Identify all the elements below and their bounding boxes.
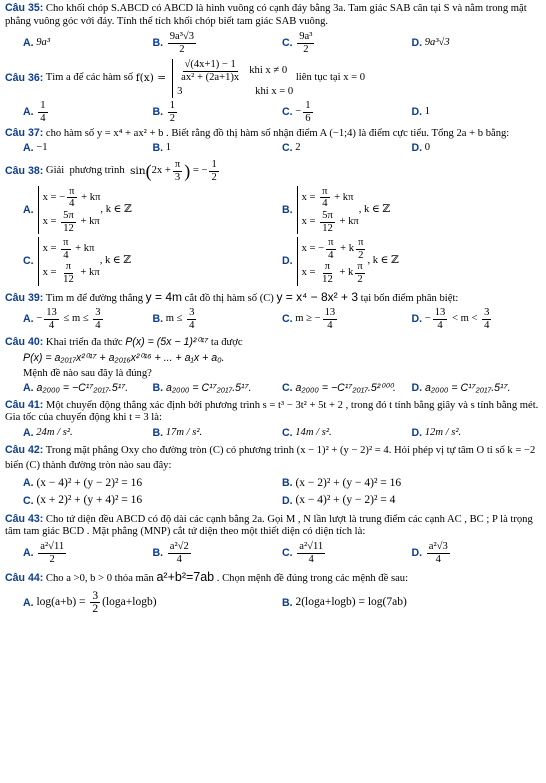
option-d[interactable]: D. a₂₀₀₀ = C¹⁷₂₀₁₇.5¹⁷. <box>411 382 511 395</box>
options-38-ab <box>23 186 541 235</box>
option-d[interactable]: D. 12m / s². <box>411 426 462 439</box>
question-35 <box>5 2 541 28</box>
question-number: Câu 36: <box>5 72 44 85</box>
question-number: Câu 39: <box>5 291 44 304</box>
option-a[interactable]: A. 9a³ <box>23 36 51 49</box>
option-b[interactable]: B. $\frac{\text{9a³√3}}{2}$ <box>152 31 195 55</box>
option-a[interactable]: A. (x − 4)² + (y − 2)² = 16 <box>23 476 143 490</box>
option-a[interactable]: A. a₂₀₀₀ = −C¹⁷₂₀₁₇.5¹⁷. <box>23 382 129 395</box>
option-d[interactable]: D. x = − $\frac{\pi}{4}$ + k $\frac{\pi}{2}$ x = $\frac{\pi}{12}$ + k $\frac{\pi}{2}$ , k ∈ ℤ <box>282 237 399 286</box>
piecewise-function: $\frac{√(4x+1) - 1}{\text{ax² + (2a+1)x}}$ khi x ≠ 0 3 khi x = 0 <box>172 59 293 98</box>
option-b[interactable]: B. $\frac{1}{2}$ <box>152 100 176 124</box>
option-a[interactable]: A. $\frac{\text{a²√11}}{2}$ <box>23 540 65 565</box>
question-number: Câu 40: <box>5 335 44 348</box>
question-37: Câu 37: cho hàm số y = x⁴ + ax² + b . Biết rằng đồ thị hàm số nhận điểm A (−1;4) là điểm cực tiểu. Tổng 2a + b bằng: <box>5 127 510 140</box>
options-35 <box>23 31 541 55</box>
option-c[interactable]: C. 2 <box>282 141 301 154</box>
option-c[interactable]: C. − $\frac{1}{6}$ <box>282 100 311 124</box>
option-b[interactable]: B. (x − 2)² + (y − 4)² = 16 <box>282 476 402 490</box>
question-number: Câu 42: <box>5 444 44 457</box>
options-43 <box>23 541 541 565</box>
expansion-line: P(x) = a₂₀₁₇x²⁰¹⁷ + a₂₀₁₆x²⁰¹⁶ + ... + a₁x + a₀. <box>23 352 225 365</box>
option-c[interactable]: C. (x + 2)² + (y + 4)² = 16 <box>23 494 143 507</box>
option-d[interactable]: D. (x − 4)² + (y − 2)² = 4 <box>282 494 396 507</box>
options-41 <box>23 427 541 440</box>
option-c[interactable]: C. $\frac{\text{9a³}}{2}$ <box>282 31 313 55</box>
options-42-cd <box>23 494 541 508</box>
option-d[interactable]: D. − $\frac{13}{4}$ < m < $\frac{3}{4}$ <box>411 307 490 331</box>
option-b[interactable]: B. m ≤ $\frac{3}{4}$ <box>152 307 195 331</box>
option-a[interactable]: A. − $\frac{13}{4}$ ≤ m ≤ $\frac{3}{4}$ <box>23 307 101 331</box>
options-37 <box>23 142 541 155</box>
options-40 <box>23 382 541 395</box>
question-44: Câu 44: Cho a >0, b > 0 thỏa mãn a²+b²=7ab . Chọn mệnh đề đúng trong các mệnh đề sau: <box>5 570 409 585</box>
option-b[interactable]: B. x = $\frac{\pi}{4}$ + kπ x = $\frac{5\pi}{12}$ + kπ , k ∈ ℤ <box>282 185 391 234</box>
question-42: Câu 42: Trong mặt phẳng Oxy cho đường tròn (C) có phương trình (x − 1)² + (y − 2)² = 4. Hỏi phép vị tự tâm O tỉ số k = −2 biến (C) thành đường tròn nào sau đây: <box>5 444 536 472</box>
option-b[interactable]: B. 1 <box>152 141 172 154</box>
option-c[interactable]: C. a₂₀₀₀ = −C¹⁷₂₀₁₇.5²⁰⁰⁰. <box>282 382 396 395</box>
option-b[interactable]: B. 17m / s². <box>152 426 203 439</box>
option-a[interactable]: A. $\frac{1}{4}$ <box>23 100 46 124</box>
option-a[interactable]: A. log(a+b) = $\frac{3}{2}$ (loga+logb) <box>23 589 157 616</box>
option-b[interactable]: B. a₂₀₀₀ = C¹⁷₂₀₁₇.5¹⁷. <box>152 382 252 395</box>
options-38-cd <box>23 237 541 286</box>
option-a[interactable]: A. 24m / s². <box>23 426 73 439</box>
options-44 <box>23 590 541 616</box>
option-d[interactable]: D. 0 <box>411 141 431 154</box>
option-a[interactable]: A. −1 <box>23 141 48 154</box>
question-number: Câu 35: <box>5 2 44 14</box>
option-d[interactable]: D. 1 <box>411 105 431 118</box>
option-c[interactable]: C. 14m / s². <box>282 426 332 439</box>
question-40: Câu 40: Khai triển đa thức P(x) = (5x − 1)²⁰¹⁷ ta được <box>5 335 243 348</box>
option-c[interactable]: C. m ≥ − $\frac{13}{4}$ <box>282 307 336 331</box>
option-b[interactable]: B. $\frac{\text{a²√2}}{4}$ <box>152 540 189 565</box>
question-number: Câu 43: <box>5 512 44 525</box>
question-36: Câu 36: Tìm a để các hàm số f(x) = $\frac{√(4x+1) - 1}{\text{ax² + (2a+1)x}}$ khi x ≠ 0 3 khi x = 0 liên tục tại x = 0 <box>5 59 366 97</box>
question-40-prompt: Mệnh đề nào sau đây là đúng? <box>23 367 152 379</box>
option-d[interactable]: D. 9a³√3 <box>411 36 450 49</box>
question-number: Câu 44: <box>5 572 44 585</box>
question-38: Câu 38: Giải phương trình sin ( 2x + $\frac{\pi}{3}$ ) = − $\frac{1}{2}$ <box>5 159 217 183</box>
option-a[interactable]: A. x = − $\frac{\pi}{4}$ + kπ x = $\frac{5\pi}{12}$ + kπ , k ∈ ℤ <box>23 185 132 234</box>
option-b[interactable]: B. 2(loga+logb) = log(7ab) <box>282 596 407 609</box>
question-43: Câu 43: Cho tứ diện đều ABCD có độ dài các cạnh bằng 2a. Gọi M , N lần lượt là trung điểm các cạnh AC , BC ; P là trọng tâm tam giác BCD . Mặt phẳng (MNP) cắt tứ diện theo một thiết diện có diện tích là: <box>5 512 533 538</box>
question-number: Câu 41: <box>5 398 44 411</box>
question-number: Câu 37: <box>5 127 44 140</box>
option-c[interactable]: C. x = $\frac{\pi}{4}$ + kπ x = $\frac{\pi}{12}$ + kπ , k ∈ ℤ <box>23 237 132 286</box>
options-39 <box>23 307 541 331</box>
question-text: Cho khối chóp S.ABCD có ABCD là hình vuông có cạnh đáy bằng 3a. Tam giác SAB cân tại S và nằm trong mặt phẳng vuông góc với đáy. Tính thể tích khối chóp biết tam giác SAB vuông. <box>5 3 527 27</box>
question-number: Câu 38: <box>5 165 44 178</box>
option-d[interactable]: D. $\frac{\text{a²√3}}{4}$ <box>411 540 448 565</box>
option-c[interactable]: C. $\frac{\text{a²√11}}{4}$ <box>282 540 324 565</box>
options-36 <box>23 100 541 124</box>
question-39: Câu 39: Tìm m để đường thẳng y = 4m cắt đồ thị hàm số (C) y = x⁴ − 8x² + 3 tại bốn điểm phân biệt: <box>5 289 459 304</box>
question-41: Câu 41: Một chuyển động thẳng xác định bởi phương trình s = t³ − 3t² + 5t + 2 , trong đó t tính bằng giây và s tính bằng mét. Gia tốc của chuyển động khi t = 3 là: <box>5 398 539 424</box>
options-42-ab <box>23 477 541 491</box>
